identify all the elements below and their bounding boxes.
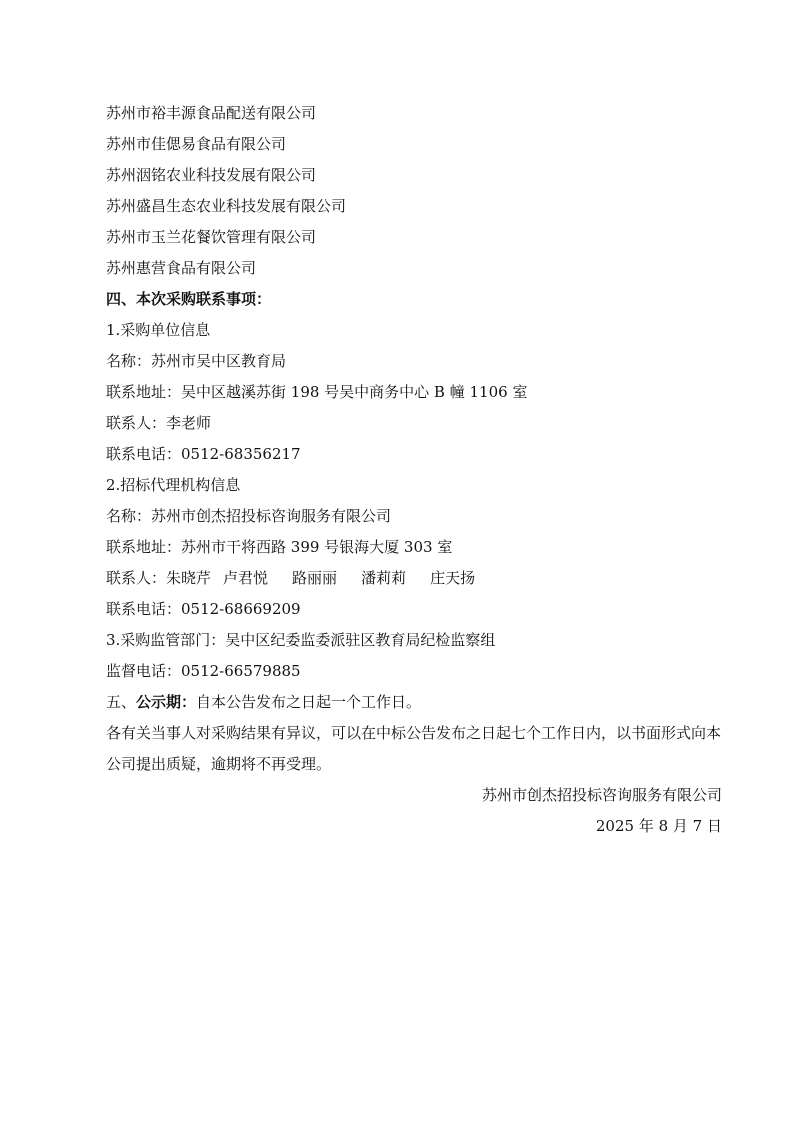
agency-contact-person: 卢君悦 bbox=[223, 569, 269, 587]
supervision-phone: 监督电话：0512-66579885 bbox=[106, 662, 301, 680]
company-item: 苏州洇铭农业科技发展有限公司 bbox=[106, 166, 317, 184]
company-item: 苏州市玉兰花餐饮管理有限公司 bbox=[106, 228, 317, 246]
signature-date: 2025 年 8 月 7 日 bbox=[595, 817, 722, 835]
section-5-text: 自本公告发布之日起一个工作日。 bbox=[196, 693, 422, 711]
signature-company: 苏州市创杰招投标咨询服务有限公司 bbox=[481, 786, 722, 804]
agency-contacts bbox=[106, 563, 722, 594]
agency-info-title: 2.招标代理机构信息 bbox=[106, 476, 241, 494]
agency-contact-person: 庄天扬 bbox=[430, 569, 476, 587]
section-4-heading: 四、本次采购联系事项： bbox=[106, 290, 272, 308]
buyer-phone: 联系电话：0512-68356217 bbox=[106, 445, 301, 463]
section-5 bbox=[106, 687, 722, 718]
supervision-dept: 3.采购监管部门：吴中区纪委监委派驻区教育局纪检监察组 bbox=[106, 631, 496, 649]
agency-contact-person: 潘莉莉 bbox=[361, 569, 407, 587]
company-item: 苏州盛昌生态农业科技发展有限公司 bbox=[106, 197, 347, 215]
agency-address: 联系地址：苏州市干将西路 399 号银海大厦 303 室 bbox=[106, 538, 453, 556]
company-item: 苏州惠营食品有限公司 bbox=[106, 259, 257, 277]
objection-notice: 各有关当事人对采购结果有异议，可以在中标公告发布之日起七个工作日内，以书面形式向本公司提出质疑，逾期将不再受理。 bbox=[106, 724, 722, 773]
agency-contact-person: 路丽丽 bbox=[292, 569, 338, 587]
buyer-info-title: 1.采购单位信息 bbox=[106, 321, 211, 339]
agency-contact-label: 联系人： bbox=[106, 569, 167, 587]
buyer-contact: 联系人：李老师 bbox=[106, 414, 212, 432]
company-item: 苏州市佳偲易食品有限公司 bbox=[106, 135, 287, 153]
agency-name: 名称：苏州市创杰招投标咨询服务有限公司 bbox=[106, 507, 392, 525]
buyer-address: 联系地址：吴中区越溪苏街 198 号吴中商务中心 B 幢 1106 室 bbox=[106, 383, 528, 401]
buyer-name: 名称：苏州市吴中区教育局 bbox=[106, 352, 287, 370]
agency-contact-person: 朱晓芹 bbox=[166, 569, 212, 587]
section-5-label: 公示期： bbox=[136, 693, 197, 711]
agency-phone: 联系电话：0512-68669209 bbox=[106, 600, 301, 618]
document-body bbox=[106, 98, 722, 842]
section-5-prefix: 五、 bbox=[106, 693, 137, 711]
company-item: 苏州市裕丰源食品配送有限公司 bbox=[106, 104, 317, 122]
